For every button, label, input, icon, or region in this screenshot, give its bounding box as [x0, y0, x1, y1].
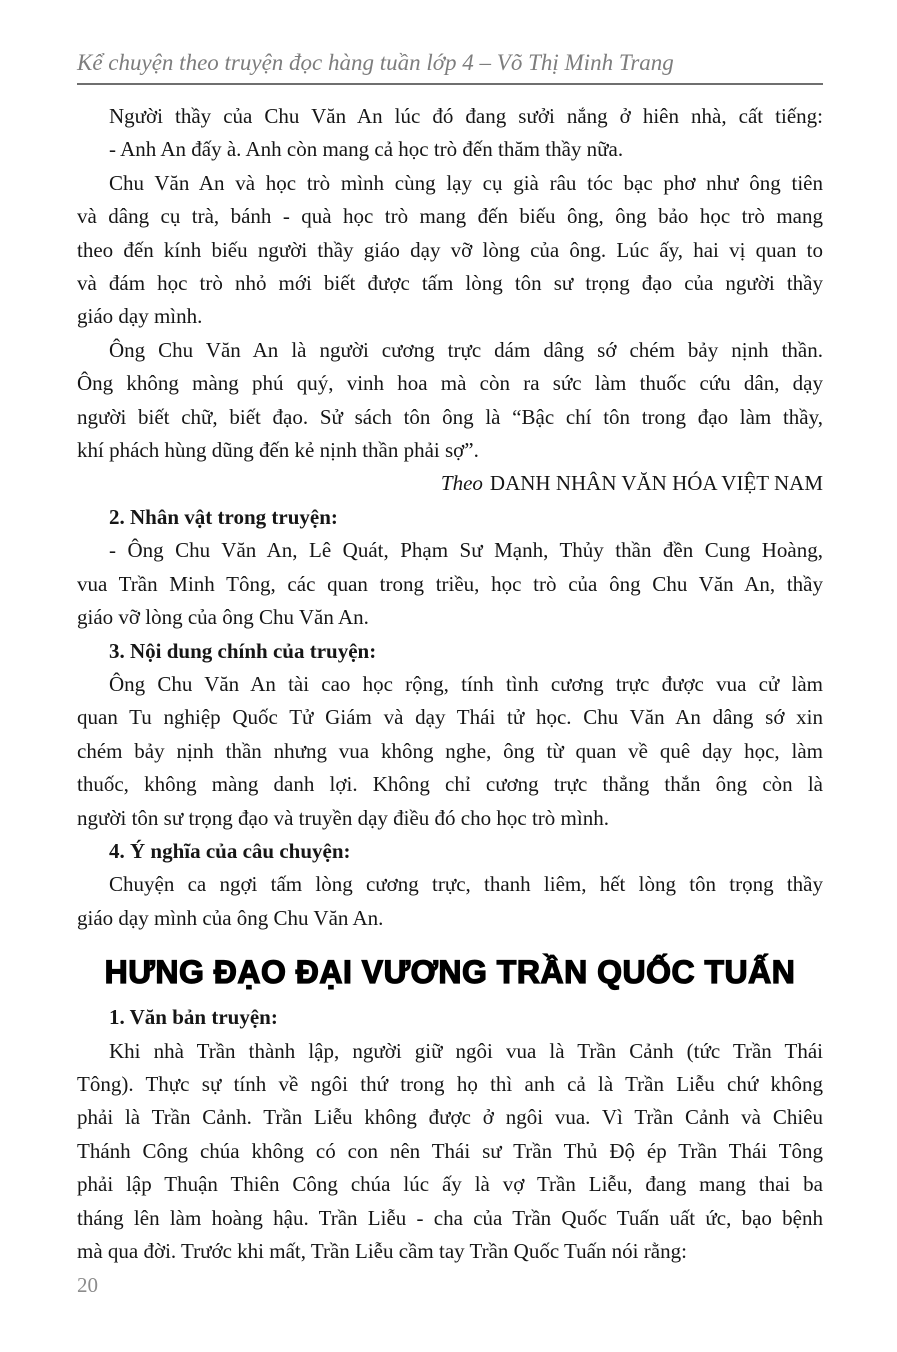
text-line: và dâng cụ trà, bánh - quà học trò mang đến biếu ông, ông bảo học trò mang: [77, 204, 823, 229]
text-line: - Anh An đấy à. Anh còn mang cả học trò đến thăm thầy nữa.: [109, 137, 624, 162]
section-heading-meaning: 4. Ý nghĩa của câu chuyện:: [109, 838, 351, 863]
text-line: giáo dạy mình.: [77, 304, 203, 329]
text-line: Chu Văn An và học trò mình cùng lạy cụ già râu tóc bạc phơ như ông tiên: [109, 170, 823, 195]
text-line: quan Tu nghiệp Quốc Tử Giám và dạy Thái tử học. Chu Văn An dâng sớ xin: [77, 705, 823, 730]
text-line: Chuyện ca ngợi tấm lòng cương trực, thanh liêm, hết lòng tôn trọng thầy: [109, 872, 823, 897]
text-line: Ông Chu Văn An là người cương trực dám dâng sớ chém bảy nịnh thần.: [109, 337, 823, 362]
text-line: phải là Trần Cảnh. Trần Liễu không được ở ngôi vua. Vì Trần Cảnh và Chiêu: [77, 1105, 823, 1130]
text-line: tháng lên làm hoàng hậu. Trần Liễu - cha của Trần Quốc Tuấn uất ức, bạo bệnh: [77, 1205, 823, 1230]
section-heading-characters: 2. Nhân vật trong truyện:: [109, 504, 338, 529]
section-heading-main-content: 3. Nội dung chính của truyện:: [109, 638, 377, 663]
text-line: Thánh Công chúa không có con nên Thái sư Trần Thủ Độ ép Trần Thái Tông: [77, 1138, 823, 1163]
text-line: - Ông Chu Văn An, Lê Quát, Phạm Sư Mạnh, Thủy thần đền Cung Hoàng,: [109, 538, 823, 563]
text-line: vua Trần Minh Tông, các quan trong triều, học trò của ông Chu Văn An, thầy: [77, 571, 823, 596]
section-heading-story-text: 1. Văn bản truyện:: [109, 1005, 278, 1030]
page-number: 20: [77, 1273, 98, 1298]
attribution-prefix: Theo: [440, 471, 483, 496]
text-line: Khi nhà Trần thành lập, người giữ ngôi vua là Trần Cảnh (tức Trần Thái: [109, 1038, 823, 1063]
attribution-line: [77, 467, 823, 500]
text-line: chém bảy nịnh thần nhưng vua không nghe, ông từ quan về quê dạy học, làm: [77, 738, 823, 763]
text-line: phải lập Thuận Thiên Công chúa lúc ấy là vợ Trần Liễu, đang mang thai ba: [77, 1172, 823, 1197]
text-line: mà qua đời. Trước khi mất, Trần Liễu cầm tay Trần Quốc Tuấn nói rằng:: [77, 1239, 687, 1263]
text-line: Ông không màng phú quý, vinh hoa mà còn ra sức làm thuốc cứu dân, dạy: [77, 371, 823, 396]
story-title: HƯNG ĐẠO ĐẠI VƯƠNG TRẦN QUỐC TUẤN: [104, 954, 796, 991]
text-line: theo đến kính biếu người thầy giáo dạy vỡ lòng của ông. Lúc ấy, hai vị quan to: [77, 237, 823, 262]
page-header: [77, 49, 823, 85]
text-line: khí phách hùng dũng đến kẻ nịnh thần phải sợ”.: [77, 438, 479, 463]
text-line: Ông Chu Văn An tài cao học rộng, tính tình cương trực được vua cử làm: [109, 671, 823, 696]
attribution-source: DANH NHÂN VĂN HÓA VIỆT NAM: [489, 471, 823, 496]
running-header-title: Kể chuyện theo truyện đọc hàng tuần lớp 4 – Võ Thị Minh Trang: [77, 49, 823, 85]
text-line: giáo vỡ lòng của ông Chu Văn An.: [77, 605, 369, 630]
text-line: và đám học trò nhỏ mới biết được tấm lòng tôn sư trọng đạo của người thầy: [77, 271, 823, 296]
text-line: người tôn sư trọng đạo và truyền dạy điều đó cho học trò mình.: [77, 805, 609, 830]
text-line: thuốc, không màng danh lợi. Không chỉ cương trực thẳng thắn ông còn là: [77, 772, 823, 797]
text-line: Người thầy của Chu Văn An lúc đó đang sưởi nắng ở hiên nhà, cất tiếng:: [109, 104, 823, 128]
text-line: giáo dạy mình của ông Chu Văn An.: [77, 905, 384, 930]
text-line: người biết chữ, biết đạo. Sử sách tôn ông là “Bậc chí tôn trong đạo làm thầy,: [77, 404, 823, 429]
page-body: [77, 100, 823, 1300]
text-line: Tông). Thực sự tính về ngôi thứ trong họ thì anh cả là Trần Liễu chứ không: [77, 1071, 823, 1096]
